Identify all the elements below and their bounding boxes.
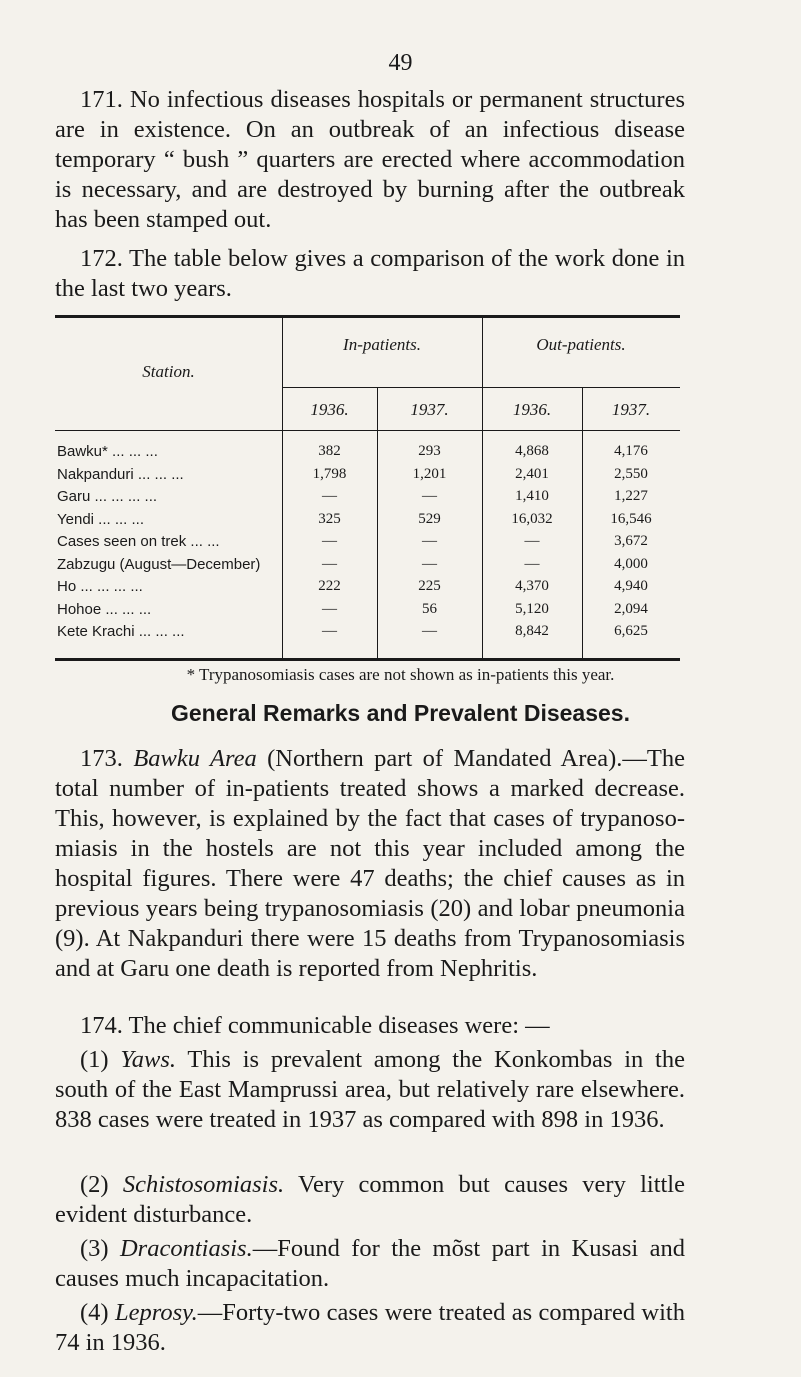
table-top-rule <box>55 315 680 318</box>
footnote: * Trypanosomiasis cases are not shown as in-patients this year. <box>186 665 615 684</box>
table-cell: — <box>322 488 337 504</box>
disease-body: Very common but causes very little evident disturbance. <box>55 1171 685 1228</box>
paragraph-173 <box>55 744 685 984</box>
station-name: Yendi ... ... ... <box>57 510 144 528</box>
paragraph-body: (Northern part of Mandated Area).—The total number of in-patients treated shows a marked decrease. This, however, is explained by the fact that cases of trypanoso-miasis in the hostels are not this year included among the hospital figures. There were 47 deaths; the chief causes as in previous years being trypanosomiasis (20) and lobar pneumonia (9). At Nakpanduri there were 15 deaths from Trypanosomiasis and at Garu one death is reported from Nephritis. <box>55 745 686 982</box>
header-year: 1936. <box>310 400 349 419</box>
disease-leprosy <box>55 1298 685 1358</box>
table-cell: 293 <box>418 443 441 459</box>
table-cell: — <box>422 623 437 639</box>
table-cell: 2,094 <box>614 600 648 617</box>
table-cell: 529 <box>418 510 441 527</box>
station-name: Bawku* ... ... ... <box>57 443 158 460</box>
disease-title: Leprosy. <box>114 1299 198 1326</box>
table-cell: 222 <box>318 578 341 594</box>
section-heading: General Remarks and Prevalent Diseases. <box>171 700 630 726</box>
table-cell: 16,546 <box>610 510 652 527</box>
table-subheader-rule <box>282 387 680 388</box>
station-name: Zabzugu (August—December) <box>57 555 261 573</box>
item-number: (4) <box>80 1299 109 1326</box>
paragraph-174: 174. The chief communicable diseases were: — <box>80 1012 550 1039</box>
header-out-patients: Out-patients. <box>536 335 626 354</box>
table-cell: 1,201 <box>412 465 447 482</box>
table-cell: — <box>524 533 540 549</box>
table-cell: — <box>322 600 337 617</box>
header-year: 1936. <box>512 400 552 419</box>
table-header-rule <box>55 430 680 431</box>
table-cell: 225 <box>418 578 441 594</box>
table-cell: 2,550 <box>614 465 648 482</box>
table-cell: — <box>422 533 437 549</box>
header-in-patients: In-patients. <box>343 335 421 354</box>
station-name: Hohoe ... ... ... <box>57 600 152 618</box>
table-cell: 4,940 <box>614 578 648 594</box>
table-cell: 3,672 <box>614 533 648 549</box>
table-cell: 6,625 <box>614 623 648 639</box>
disease-yaws <box>55 1045 685 1135</box>
table-cell: — <box>524 555 540 572</box>
item-number: (1) <box>80 1046 109 1073</box>
table-cell: 56 <box>422 600 437 617</box>
table-cell: — <box>322 623 337 639</box>
disease-body: This is prevalent among the Konkombas in the south of the East Mamprussi area, but relatively rare elsewhere. 838 cases were treated in 1937 as compared with 898 in 1936. <box>55 1046 685 1133</box>
table-cell: 382 <box>318 443 341 459</box>
table-cell: 4,176 <box>614 443 648 459</box>
table-cell: 8,842 <box>515 623 549 639</box>
paragraph-number: 173. <box>80 745 123 772</box>
table-cell: 4,000 <box>614 555 648 572</box>
item-number: (2) <box>80 1171 109 1198</box>
table-cell: 325 <box>318 510 341 527</box>
table-cell: 4,370 <box>515 578 549 594</box>
table-cell: 1,798 <box>312 465 347 482</box>
table-cell: 16,032 <box>511 510 553 527</box>
table-cell: — <box>422 488 437 504</box>
area-title: Bawku Area <box>133 745 257 772</box>
station-name: Ho ... ... ... ... <box>57 578 143 595</box>
header-station: Station. <box>142 362 195 381</box>
station-name: Garu ... ... ... ... <box>57 488 158 505</box>
table-cell: — <box>322 533 337 549</box>
header-year: 1937. <box>410 400 449 419</box>
table-cell: — <box>322 555 337 572</box>
table-cell: — <box>422 555 437 572</box>
disease-title: Schistosomiasis. <box>122 1171 285 1198</box>
station-name: Nakpanduri ... ... ... <box>57 465 184 483</box>
disease-title: Dracontiasis. <box>119 1235 253 1262</box>
table-cell: 4,868 <box>515 443 549 459</box>
table-cell: 2,401 <box>515 465 549 482</box>
table-cell: 1,410 <box>515 488 549 504</box>
disease-body: —Found for the mõst part in Kusasi and causes much incapacitation. <box>55 1235 685 1292</box>
table-bottom-rule <box>55 658 680 661</box>
paragraph-171: 171. No infectious diseases hospitals or permanent structures are in existence. On an outbreak of an infectious disease temporary “ bush ” quarters are erected where accommodation is necessary, and are destroyed by burning after the outbreak has been stamped out. <box>55 86 685 233</box>
station-name: Kete Krachi ... ... ... <box>57 623 185 640</box>
item-number: (3) <box>80 1235 109 1262</box>
disease-dracontiasis <box>55 1234 685 1294</box>
table-cell: 5,120 <box>515 600 549 617</box>
station-name: Cases seen on trek ... ... <box>57 533 220 550</box>
paragraph-172: 172. The table below gives a comparison of the work done in the last two years. <box>55 245 685 302</box>
page-number: 49 <box>388 50 413 76</box>
disease-body: —Forty-two cases were treated as compared with 74 in 1936. <box>55 1299 685 1356</box>
disease-title: Yaws. <box>120 1046 177 1073</box>
disease-schistosomiasis <box>55 1170 685 1230</box>
table-cell: 1,227 <box>614 488 648 504</box>
header-year: 1937. <box>611 400 651 419</box>
